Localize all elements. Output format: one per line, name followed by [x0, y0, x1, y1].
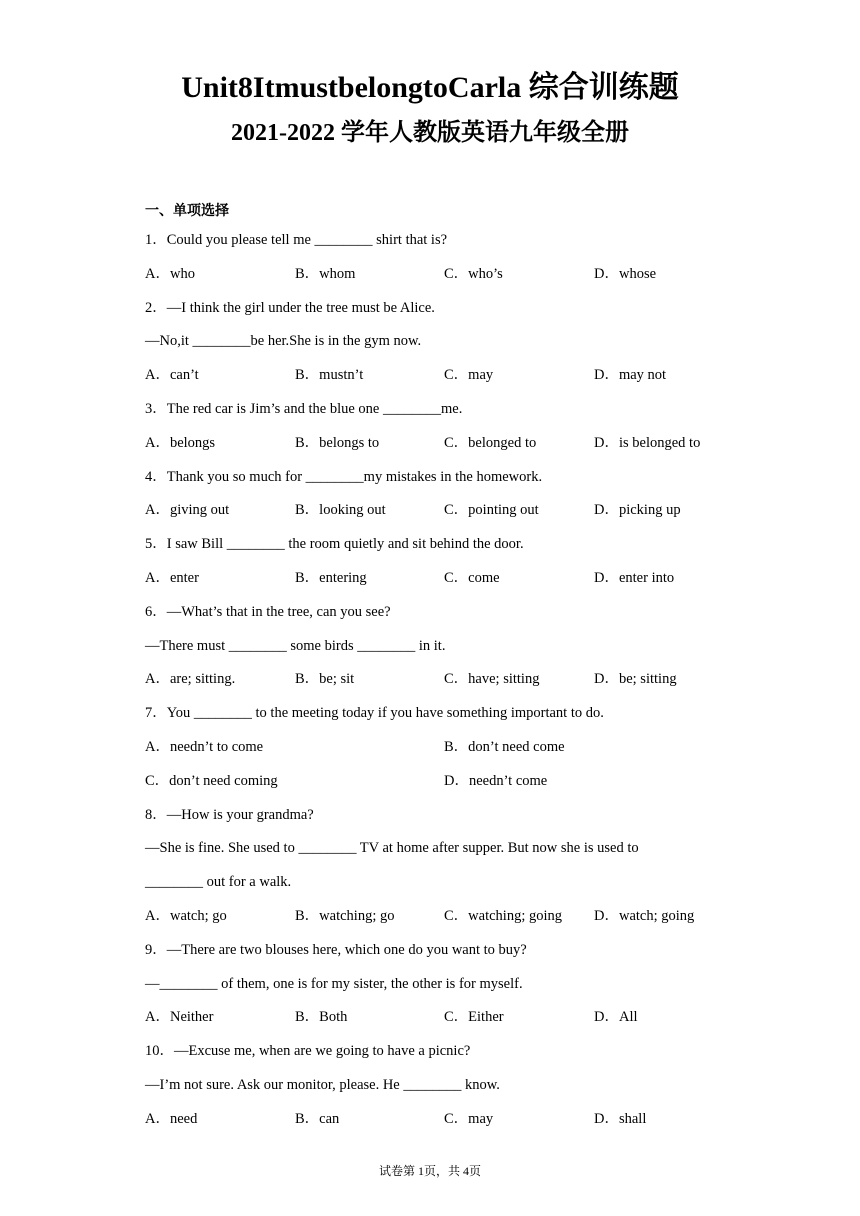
answer-option[interactable]: B．entering: [295, 569, 367, 586]
answer-option[interactable]: D．watch; going: [594, 907, 695, 924]
question-text: 10．—Excuse me, when are we going to have a picnic?: [145, 1043, 471, 1060]
answer-option[interactable]: C．pointing out: [444, 502, 539, 519]
answer-option[interactable]: A．watch; go: [145, 907, 227, 924]
question-text: —She is fine. She used to ________ TV at home after supper. But now she is used to: [145, 840, 639, 857]
question-item: [145, 700, 725, 801]
question-text: 7．You ________ to the meeting today if you have something important to do.: [145, 705, 604, 722]
answer-option[interactable]: B．Both: [295, 1009, 348, 1026]
answer-option[interactable]: B．looking out: [295, 502, 386, 519]
answer-option[interactable]: B．mustn’t: [295, 367, 364, 384]
question-item: [145, 802, 725, 937]
answer-option[interactable]: C．Either: [444, 1009, 504, 1026]
answer-option[interactable]: C．don’t need coming: [145, 772, 278, 789]
answer-option[interactable]: D．be; sitting: [594, 671, 677, 688]
answer-option[interactable]: A．Neither: [145, 1009, 214, 1026]
question-item: [145, 599, 725, 700]
question-text: 2．—I think the girl under the tree must be Alice.: [145, 299, 435, 316]
question-text: —________ of them, one is for my sister, the other is for myself.: [145, 975, 523, 992]
question-text: 6．—What’s that in the tree, can you see?: [145, 603, 391, 620]
question-text: 4．Thank you so much for ________my mistakes in the homework.: [145, 468, 543, 485]
question-text: 1．Could you please tell me ________ shirt that is?: [145, 232, 448, 248]
question-text: —I’m not sure. Ask our monitor, please. He ________ know.: [145, 1076, 500, 1093]
section-heading: 一、单项选择: [145, 203, 229, 219]
answer-option[interactable]: A．needn’t to come: [145, 738, 264, 755]
option-row: [145, 768, 725, 802]
answer-option[interactable]: C．have; sitting: [444, 671, 540, 688]
answer-option[interactable]: D．enter into: [594, 569, 675, 586]
question-text: 5．I saw Bill ________ the room quietly and sit behind the door.: [145, 536, 524, 553]
answer-option[interactable]: C．who’s: [444, 265, 503, 282]
answer-option[interactable]: A．belongs: [145, 434, 216, 451]
question-text: 8．—How is your grandma?: [145, 806, 314, 823]
answer-option[interactable]: A．who: [145, 265, 195, 282]
answer-option[interactable]: D．picking up: [594, 502, 681, 519]
option-row: [145, 362, 725, 396]
page-footer: 试卷第 1页，共 4页: [378, 1164, 481, 1178]
option-row: [145, 903, 725, 937]
answer-option[interactable]: D．may not: [594, 367, 667, 384]
question-text: —There must ________ some birds ________ in it.: [145, 637, 446, 654]
option-row: [145, 734, 725, 768]
question-list: [145, 227, 725, 1140]
answer-option[interactable]: B．belongs to: [295, 434, 380, 451]
question-item: [145, 227, 725, 295]
question-text: 9．—There are two blouses here, which one do you want to buy?: [145, 941, 527, 958]
answer-option[interactable]: A．enter: [145, 569, 199, 586]
page-subtitle: 2021-2022 学年人教版英语九年级全册: [231, 120, 629, 146]
page-title: Unit8ItmustbelongtoCarla 综合训练题: [181, 71, 679, 104]
question-item: [145, 464, 725, 532]
answer-option[interactable]: A．need: [145, 1110, 198, 1127]
answer-option[interactable]: D．All: [594, 1009, 638, 1026]
option-row: [145, 261, 725, 295]
answer-option[interactable]: A．can’t: [145, 367, 199, 384]
question-item: [145, 531, 725, 599]
answer-option[interactable]: B．whom: [295, 265, 356, 282]
answer-option[interactable]: A．giving out: [145, 502, 230, 519]
answer-option[interactable]: B．can: [295, 1110, 340, 1127]
option-row: [145, 666, 725, 700]
answer-option[interactable]: C．come: [444, 569, 500, 586]
answer-option[interactable]: D．is belonged to: [594, 434, 701, 451]
answer-option[interactable]: C．may: [444, 1110, 494, 1127]
question-text: ________ out for a walk.: [145, 874, 292, 891]
answer-option[interactable]: D．shall: [594, 1110, 647, 1127]
option-row: [145, 1106, 725, 1140]
answer-option[interactable]: D．needn’t come: [444, 772, 548, 789]
answer-option[interactable]: D．whose: [594, 265, 657, 282]
answer-option[interactable]: C．belonged to: [444, 434, 537, 451]
answer-option[interactable]: A．are; sitting.: [145, 671, 236, 688]
option-row: [145, 430, 725, 464]
answer-option[interactable]: B．watching; go: [295, 907, 395, 924]
answer-option[interactable]: C．watching; going: [444, 907, 563, 924]
option-row: [145, 497, 725, 531]
answer-option[interactable]: B．be; sit: [295, 671, 355, 688]
question-text: —No,it ________be her.She is in the gym now.: [145, 333, 422, 350]
question-item: [145, 396, 725, 464]
option-row: [145, 565, 725, 599]
answer-option[interactable]: C．may: [444, 367, 494, 384]
answer-option[interactable]: B．don’t need come: [444, 738, 565, 755]
question-item: [145, 937, 725, 1038]
option-row: [145, 1004, 725, 1038]
question-item: [145, 1038, 725, 1139]
question-item: [145, 295, 725, 396]
question-text: 3．The red car is Jim’s and the blue one ________me.: [145, 400, 463, 417]
